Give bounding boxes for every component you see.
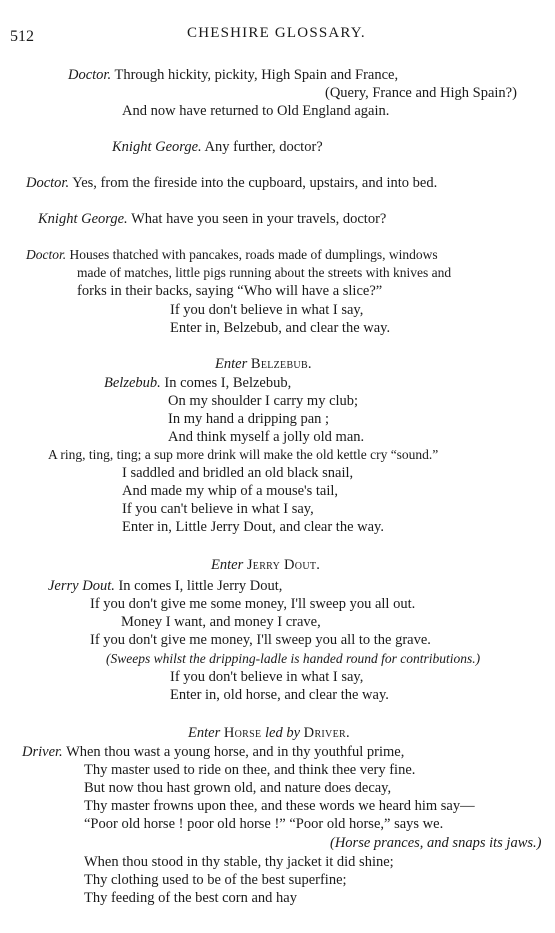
character-name: Belzebub. bbox=[250, 356, 312, 372]
line-text: Houses thatched with pancakes, roads made of dumplings, windows bbox=[69, 247, 438, 262]
line-text: In comes I, Belzebub, bbox=[164, 375, 292, 391]
speaker-name: Jerry Dout. bbox=[48, 578, 115, 594]
verse-line: (Query, France and High Spain?) bbox=[325, 85, 517, 101]
speech-line bbox=[38, 210, 386, 228]
verse-line: But now thou hast grown old, and nature does decay, bbox=[84, 780, 392, 796]
verse-line: If you don't believe in what I say, bbox=[170, 669, 364, 685]
verse-line: Thy clothing used to be of the best superfine; bbox=[84, 872, 347, 888]
enter-word: Enter bbox=[188, 725, 221, 741]
verse-line: I saddled and bridled an old black snail, bbox=[122, 465, 354, 481]
verse-line: Thy master frowns upon thee, and these words we heard him say— bbox=[84, 798, 475, 814]
verse-line: forks in their backs, saying “Who will have a slice?” bbox=[77, 283, 383, 299]
verse-line: If you can't believe in what I say, bbox=[122, 501, 314, 517]
character-name: Jerry Dout. bbox=[246, 557, 321, 573]
character-name: Driver. bbox=[303, 725, 350, 741]
stage-direction bbox=[188, 724, 350, 742]
verse-line: Money I want, and money I crave, bbox=[121, 614, 321, 630]
speech-line bbox=[104, 374, 291, 392]
page-number: 512 bbox=[10, 28, 34, 45]
verse-line: Enter in, Belzebub, and clear the way. bbox=[170, 320, 391, 336]
stage-direction: (Sweeps whilst the dripping-ladle is handed round for contributions.) bbox=[106, 651, 481, 666]
line-text: What have you seen in your travels, doctor? bbox=[131, 211, 387, 227]
stage-direction: (Horse prances, and snaps its jaws.) bbox=[330, 835, 542, 851]
verse-line: “Poor old horse ! poor old horse !” “Poor old horse,” says we. bbox=[84, 816, 444, 832]
verse-line: And made my whip of a mouse's tail, bbox=[122, 483, 339, 499]
verse-line: made of matches, little pigs running about the streets with knives and bbox=[77, 265, 452, 280]
verse-line: And now have returned to Old England again. bbox=[122, 103, 390, 119]
speech-line bbox=[22, 743, 404, 761]
led-by-words: led by bbox=[265, 725, 301, 741]
verse-line: Thy master used to ride on thee, and think thee very fine. bbox=[84, 762, 416, 778]
speaker-name: Knight George. bbox=[112, 139, 202, 155]
speech-line bbox=[26, 246, 438, 264]
speech-line bbox=[68, 66, 398, 84]
verse-line: A ring, ting, ting; a sup more drink will make the old kettle cry “sound.” bbox=[48, 447, 439, 462]
speech-line bbox=[48, 577, 282, 595]
speaker-name: Belzebub. bbox=[104, 375, 161, 391]
line-text: Through hickity, pickity, High Spain and France, bbox=[114, 67, 399, 83]
verse-line: When thou stood in thy stable, thy jacket it did shine; bbox=[84, 854, 394, 870]
verse-line: On my shoulder I carry my club; bbox=[168, 393, 359, 409]
speaker-name: Doctor. bbox=[68, 67, 112, 83]
character-name: Horse bbox=[223, 725, 262, 741]
speaker-name: Doctor. bbox=[26, 247, 67, 262]
verse-line: If you don't give me money, I'll sweep you all to the grave. bbox=[90, 632, 431, 648]
speaker-name: Doctor. bbox=[26, 175, 70, 191]
verse-line: If you don't give me some money, I'll sweep you all out. bbox=[90, 596, 416, 612]
running-title: CHESHIRE GLOSSARY. bbox=[187, 25, 366, 41]
line-text: When thou wast a young horse, and in thy youthful prime, bbox=[66, 744, 405, 760]
verse-line: Thy feeding of the best corn and hay bbox=[84, 890, 297, 906]
speaker-name: Knight George. bbox=[38, 211, 128, 227]
verse-line: Enter in, Little Jerry Dout, and clear the way. bbox=[122, 519, 384, 535]
enter-word: Enter bbox=[215, 356, 248, 372]
enter-word: Enter bbox=[211, 557, 244, 573]
stage-direction bbox=[211, 556, 320, 574]
verse-line: If you don't believe in what I say, bbox=[170, 302, 364, 318]
speech-line bbox=[112, 138, 323, 156]
line-text: Yes, from the fireside into the cupboard, upstairs, and into bed. bbox=[72, 175, 438, 191]
line-text: In comes I, little Jerry Dout, bbox=[118, 578, 283, 594]
verse-line: In my hand a dripping pan ; bbox=[168, 411, 330, 427]
speaker-name: Driver. bbox=[22, 744, 63, 760]
speech-line bbox=[26, 174, 437, 192]
verse-line: Enter in, old horse, and clear the way. bbox=[170, 687, 389, 703]
verse-line: And think myself a jolly old man. bbox=[168, 429, 365, 445]
line-text: Any further, doctor? bbox=[204, 139, 323, 155]
stage-direction bbox=[215, 355, 312, 373]
